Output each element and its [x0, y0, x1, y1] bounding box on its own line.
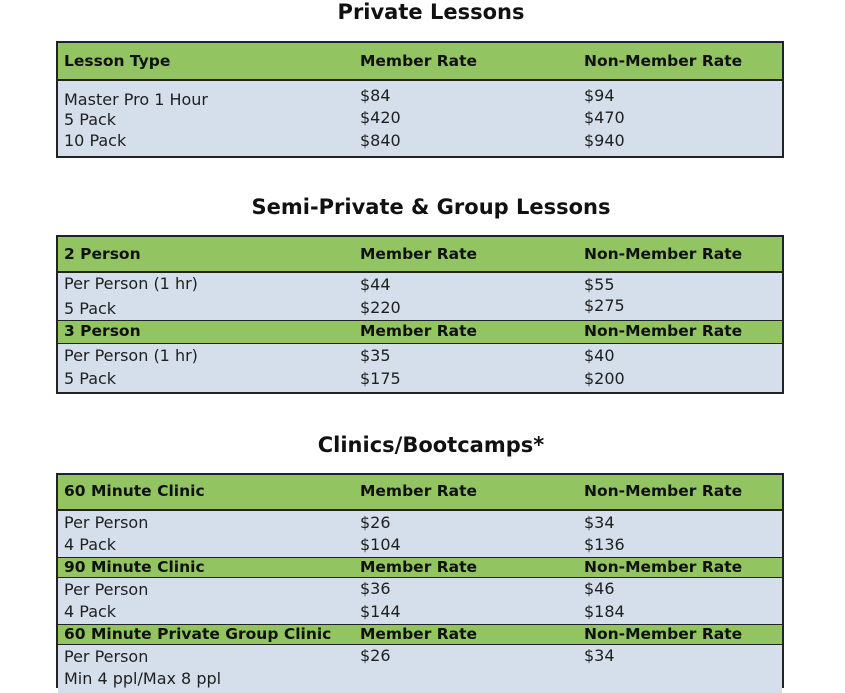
- row-label: 4 Pack: [64, 535, 117, 554]
- table-header: [58, 43, 782, 81]
- non-member-rate-value: $200: [584, 369, 625, 388]
- row-label: 5 Pack: [64, 369, 117, 388]
- table-body: [58, 645, 782, 693]
- non-member-rate-value: $46: [584, 579, 615, 598]
- table-subheader: [58, 624, 782, 645]
- header-member-rate: Member Rate: [360, 625, 478, 643]
- header-non-member-rate: Non-Member Rate: [584, 322, 743, 340]
- header-non-member-rate: Non-Member Rate: [584, 558, 743, 576]
- non-member-rate-value: $94: [584, 86, 615, 105]
- header-clinic-type: 90 Minute Clinic: [64, 558, 205, 576]
- header-clinic-type: 60 Minute Private Group Clinic: [64, 625, 332, 643]
- table-body: [58, 344, 782, 392]
- table-body: [58, 81, 782, 156]
- member-rate-value: $175: [360, 369, 401, 388]
- header-member-rate: Member Rate: [360, 482, 478, 500]
- row-label: Master Pro 1 Hour: [64, 90, 208, 109]
- row-label: Per Person: [64, 513, 149, 532]
- table-body: [58, 578, 782, 624]
- header-member-rate: Member Rate: [360, 245, 478, 263]
- member-rate-value: $420: [360, 108, 401, 127]
- non-member-rate-value: $34: [584, 513, 615, 532]
- header-member-rate: Member Rate: [360, 322, 478, 340]
- non-member-rate-value: $34: [584, 646, 615, 665]
- header-member-rate: Member Rate: [360, 558, 478, 576]
- member-rate-value: $840: [360, 131, 401, 150]
- member-rate-value: $35: [360, 346, 391, 365]
- non-member-rate-value: $55: [584, 275, 615, 294]
- member-rate-value: $36: [360, 579, 391, 598]
- non-member-rate-value: $470: [584, 108, 625, 127]
- member-rate-value: $220: [360, 298, 401, 317]
- private-lessons-table: [56, 41, 784, 158]
- table-body: [58, 511, 782, 557]
- clinics-bootcamps-table: [56, 473, 784, 688]
- member-rate-value: $104: [360, 535, 401, 554]
- non-member-rate-value: $136: [584, 535, 625, 554]
- row-label: Per Person: [64, 580, 149, 599]
- header-clinic-type: 60 Minute Clinic: [64, 482, 205, 500]
- row-label: 5 Pack: [64, 110, 117, 129]
- member-rate-value: $26: [360, 646, 391, 665]
- row-label: Per Person (1 hr): [64, 346, 198, 365]
- header-non-member-rate: Non-Member Rate: [584, 625, 743, 643]
- semi-private-group-table: [56, 235, 784, 394]
- section-title-semi-private-group: Semi-Private & Group Lessons: [251, 195, 611, 219]
- row-label: 10 Pack: [64, 131, 127, 150]
- non-member-rate-value: $940: [584, 131, 625, 150]
- row-label: Min 4 ppl/Max 8 ppl: [64, 669, 222, 688]
- table-body: [58, 273, 782, 320]
- member-rate-value: $44: [360, 275, 391, 294]
- section-title-clinics-bootcamps: Clinics/Bootcamps*: [317, 433, 545, 457]
- table-header: [58, 237, 782, 273]
- header-non-member-rate: Non-Member Rate: [584, 245, 743, 263]
- header-non-member-rate: Non-Member Rate: [584, 52, 743, 70]
- row-label: Per Person: [64, 647, 149, 666]
- section-title-private-lessons: Private Lessons: [337, 0, 525, 24]
- header-lesson-type: Lesson Type: [64, 52, 171, 70]
- row-label: Per Person (1 hr): [64, 274, 198, 293]
- non-member-rate-value: $184: [584, 602, 625, 621]
- member-rate-value: $84: [360, 86, 391, 105]
- row-label: 4 Pack: [64, 602, 117, 621]
- row-label: 5 Pack: [64, 299, 117, 318]
- header-group-type: 2 Person: [64, 245, 141, 263]
- member-rate-value: $26: [360, 513, 391, 532]
- member-rate-value: $144: [360, 602, 401, 621]
- header-non-member-rate: Non-Member Rate: [584, 482, 743, 500]
- non-member-rate-value: $40: [584, 346, 615, 365]
- non-member-rate-value: $275: [584, 296, 625, 315]
- table-subheader: [58, 320, 782, 344]
- table-header: [58, 475, 782, 511]
- table-subheader: [58, 557, 782, 578]
- header-member-rate: Member Rate: [360, 52, 478, 70]
- header-group-type: 3 Person: [64, 322, 141, 340]
